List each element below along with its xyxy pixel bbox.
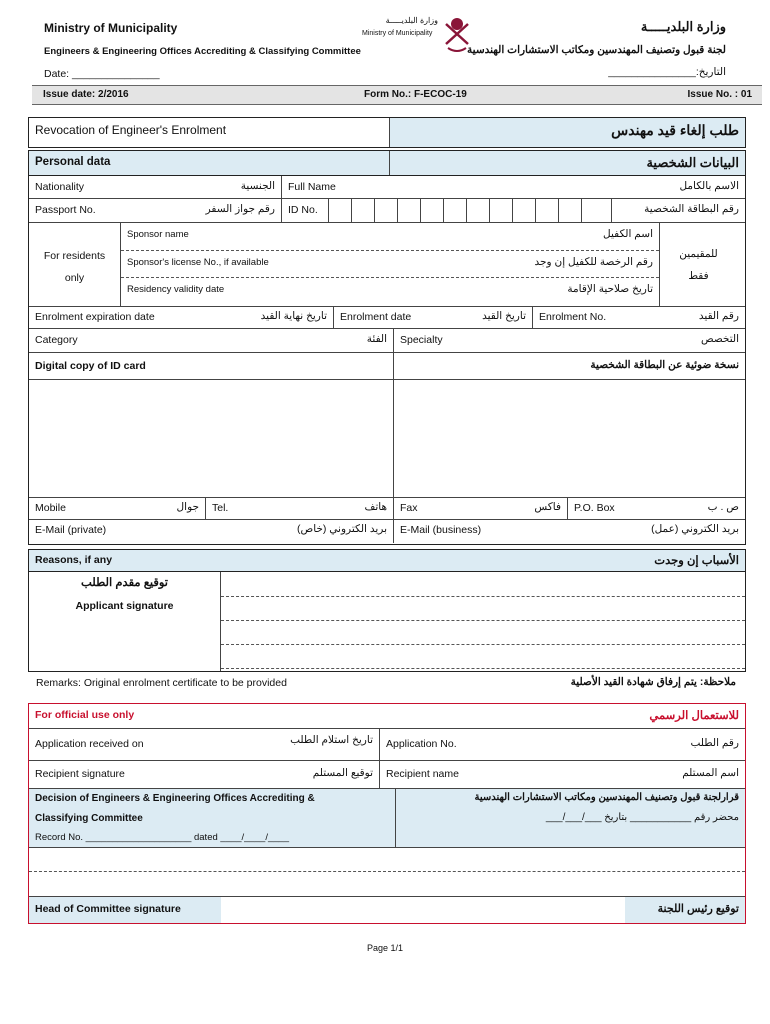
enrolment-date-field[interactable] (333, 307, 532, 328)
expiration-label-ar: تاريخ نهاية القيد (260, 310, 327, 322)
id-number-boxes[interactable] (281, 199, 611, 222)
tel-label-ar: هاتف (364, 501, 387, 513)
po-box-label-ar: ص . ب (707, 501, 739, 513)
fax-field[interactable] (393, 498, 567, 519)
application-number-field[interactable] (379, 729, 745, 760)
specialty-label-en: Specialty (400, 334, 443, 346)
official-use-section (28, 703, 746, 924)
record-line-en[interactable]: Record No. ____________________ dated ____/____/____ (35, 832, 290, 843)
recipient-signature-label-ar: توقيع المستلم (312, 767, 373, 779)
committee-name-en: Engineers & Engineering Offices Accrediting & Classifying Committee (44, 46, 361, 57)
residency-label-ar: تاريخ صلاحية الإقامة (567, 283, 653, 295)
remarks-ar: ملاحظة: يتم إرفاق شهادة القيد الأصلية (570, 676, 736, 688)
decision-line-1[interactable] (29, 848, 745, 872)
recipient-name-label-en: Recipient name (386, 768, 459, 780)
appno-label-en: Application No. (386, 738, 457, 750)
nationality-label-ar: الجنسية (240, 180, 275, 192)
decision-label-en-1: Decision of Engineers & Engineering Offices Accrediting & (35, 793, 315, 804)
recipient-name-label-ar: اسم المستلم (682, 767, 739, 779)
email-business-field[interactable] (393, 520, 745, 543)
residency-label-en: Residency validity date (127, 284, 225, 295)
full-name-label-ar: الاسم بالكامل (679, 180, 739, 192)
specialty-label-ar: التخصص (700, 333, 739, 345)
issue-bar (32, 85, 762, 105)
digital-copy-label-en: Digital copy of ID card (35, 360, 146, 372)
mobile-label-ar: جوال (176, 501, 199, 513)
enrol-date-label-en: Enrolment date (340, 311, 412, 323)
head-signature-field[interactable] (221, 897, 625, 923)
expiration-label-en: Enrolment expiration date (35, 311, 155, 323)
reasons-text-area[interactable] (221, 572, 745, 671)
ministry-logo (362, 14, 472, 56)
head-signature-label-ar: توقيع رئيس اللجنة (657, 903, 739, 915)
full-name-label-en: Full Name (288, 181, 336, 193)
id-label-ar: رقم البطاقة الشخصية (644, 203, 739, 215)
residents-label-ar-1: للمقيمين (679, 248, 718, 260)
appno-label-ar: رقم الطلب (690, 737, 739, 749)
email-private-label-ar: بريد الكتروني (خاص) (297, 523, 387, 535)
digital-copy-label-ar: نسخة ضوئية عن البطاقة الشخصية (590, 359, 739, 371)
form-title-box (28, 117, 746, 148)
recipient-signature-label-en: Recipient signature (35, 768, 125, 780)
form-title-en: Revocation of Engineer's Enrolment (35, 123, 227, 137)
decision-label-en-2: Classifying Committee (35, 813, 143, 824)
decision-line-2[interactable] (29, 872, 745, 897)
category-field[interactable] (29, 329, 393, 352)
email-private-label-en: E-Mail (private) (35, 524, 107, 536)
decision-label-ar-1: قرارلجنة قبول وتصنيف المهندسين ومكاتب الاستشارات الهندسية (474, 792, 739, 803)
official-header-en: For official use only (35, 709, 135, 721)
passport-label-en: Passport No. (35, 204, 96, 216)
issue-number: Issue No. : 01 (687, 89, 752, 100)
sponsor-name-label-en: Sponsor name (127, 229, 189, 240)
record-line-ar[interactable]: محضر رقم ___________ بتاريخ ___/___/___ (545, 812, 739, 823)
enrolment-number-field[interactable] (532, 307, 745, 328)
passport-field[interactable] (29, 199, 281, 222)
sponsor-license-label-ar: رقم الرخصة للكفيل إن وجد (534, 256, 653, 268)
nationality-label-en: Nationality (35, 181, 85, 193)
email-private-field[interactable] (29, 520, 393, 543)
email-business-label-ar: بريد الكتروني (عمل) (651, 523, 739, 535)
ministry-name-en: Ministry of Municipality (44, 21, 178, 35)
sponsor-license-field[interactable] (121, 251, 659, 278)
nationality-field[interactable] (29, 176, 281, 198)
form-number: Form No.: F-ECOC-19 (364, 89, 467, 100)
recipient-signature-field[interactable] (29, 761, 379, 788)
residents-label-en-1: For residents (43, 250, 106, 262)
category-label-en: Category (35, 334, 78, 346)
head-signature-label-en: Head of Committee signature (35, 903, 181, 915)
sponsor-name-label-ar: اسم الكفيل (603, 228, 653, 240)
reasons-header-ar: الأسباب إن وجدت (654, 555, 739, 567)
date-field-en[interactable]: Date: _______________ (44, 68, 160, 80)
remarks-en: Remarks: Original enrolment certificate to be provided (36, 677, 287, 689)
residents-block (29, 223, 745, 307)
id-label-en: ID No. (288, 204, 318, 216)
received-label-ar: تاريخ استلام الطلب (290, 734, 373, 746)
personal-data-header-ar: البيانات الشخصية (646, 155, 739, 170)
personal-data-header-en: Personal data (35, 156, 111, 168)
committee-name-ar: لجنة قبول وتصنيف المهندسين ومكاتب الاستشارات الهندسية (467, 44, 726, 56)
tel-field[interactable] (205, 498, 393, 519)
email-business-label-en: E-Mail (business) (400, 524, 482, 536)
id-card-copy-area-back[interactable] (393, 353, 745, 497)
received-label-en: Application received on (35, 738, 144, 750)
enrol-no-label-en: Enrolment No. (539, 311, 607, 323)
tel-label-en: Tel. (212, 502, 229, 514)
reasons-section (28, 549, 746, 672)
emblem-icon (442, 14, 472, 54)
full-name-field[interactable] (281, 176, 745, 198)
committee-decision-block (29, 789, 745, 848)
residents-label-ar-2: فقط (688, 270, 709, 282)
sponsor-license-label-en: Sponsor's license No., if available (127, 257, 269, 268)
date-field-ar[interactable]: التاريخ:_______________ (608, 66, 726, 78)
enrol-no-label-ar: رقم القيد (698, 310, 739, 322)
applicant-signature-area[interactable] (29, 572, 221, 671)
applicant-signature-label-ar: توقيع مقدم الطلب (81, 577, 168, 589)
id-card-copy-area[interactable] (29, 353, 393, 497)
personal-data-section (28, 150, 746, 545)
logo-text-ar: وزارة البلديـــــة (385, 16, 438, 25)
applicant-signature-label-en: Applicant signature (75, 600, 174, 612)
recipient-name-field[interactable] (379, 761, 745, 788)
application-received-field[interactable] (29, 729, 379, 760)
po-box-label-en: P.O. Box (574, 502, 615, 514)
fax-label-en: Fax (400, 502, 418, 514)
mobile-field[interactable] (29, 498, 205, 519)
residency-date-field[interactable] (121, 278, 659, 307)
residents-label-en-2: only (64, 272, 85, 284)
sponsor-name-field[interactable] (121, 223, 659, 251)
passport-label-ar: رقم جواز السفر (205, 203, 275, 215)
logo-text-en: Ministry of Municipality (362, 30, 433, 37)
fax-label-ar: فاكس (534, 501, 561, 513)
category-label-ar: الفئة (366, 333, 387, 345)
enrol-date-label-ar: تاريخ القيد (482, 310, 526, 322)
enrolment-expiration-field[interactable] (29, 307, 333, 328)
mobile-label-en: Mobile (35, 502, 66, 514)
specialty-field[interactable] (393, 329, 745, 352)
reasons-header-en: Reasons, if any (35, 554, 113, 566)
issue-date: Issue date: 2/2016 (43, 89, 129, 100)
page-number: Page 1/1 (366, 943, 404, 953)
ministry-name-ar: وزارة البلديـــــة (640, 19, 726, 34)
po-box-field[interactable] (567, 498, 745, 519)
official-header-ar: للاستعمال الرسمي (649, 710, 739, 722)
form-title-ar: طلب إلغاء قيد مهندس (611, 122, 739, 138)
